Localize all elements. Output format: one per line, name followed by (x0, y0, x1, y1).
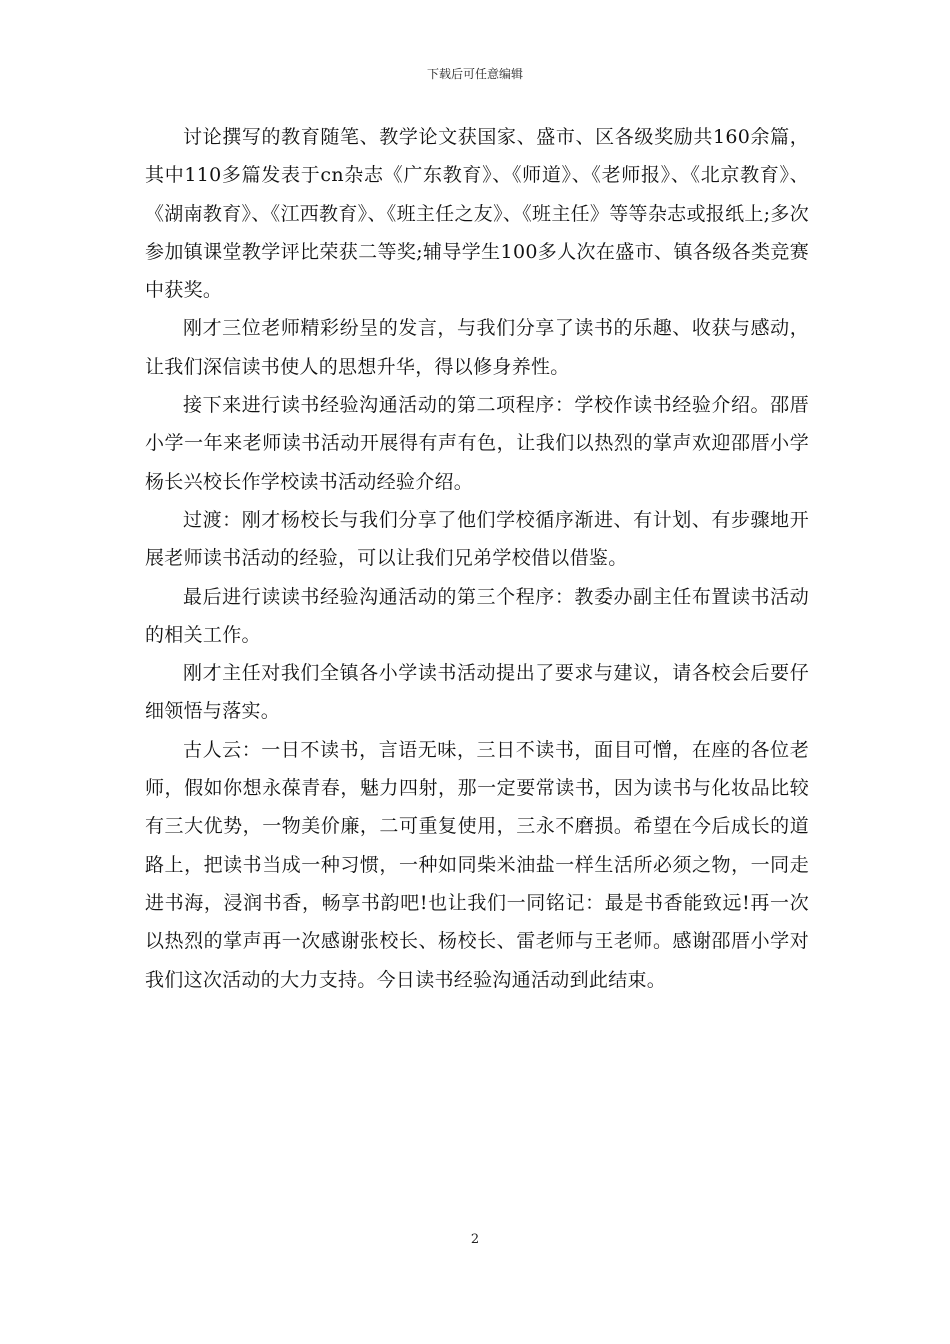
paragraph-third-program: 最后进行读读书经验沟通活动的第三个程序：教委办副主任布置读书活动的相关工作。 (145, 585, 809, 646)
page-number: 2 (470, 1232, 480, 1247)
paragraph-director-requirements: 刚才主任对我们全镇各小学读书活动提出了要求与建议，请各校会后要仔细领悟与落实。 (145, 662, 809, 723)
paragraph-teacher-speeches: 刚才三位老师精彩纷呈的发言，与我们分享了读书的乐趣、收获与感动，让我们深信读书使人的思想升华，得以修身养性。 (145, 317, 809, 378)
paragraph-closing: 古人云：一日不读书，言语无味，三日不读书，面目可憎，在座的各位老师，假如你想永葆青春，魅力四射，那一定要常读书，因为读书与化妆品比较有三大优势，一物美价廉，二可重复使用，三永不磨损。希望在今后成长的道路上，把读书当成一种习惯，一种如同柴米油盐一样生活所必须之物，一同走进书海，浸润书香，畅享书韵吧!也让我们一同铭记：最是书香能致远!再一次以热烈的掌声再一次感谢张校长、杨校长、雷老师与王老师。感谢邵厝小学对我们这次活动的大力支持。今日读书经验沟通活动到此结束。 (145, 738, 809, 991)
paragraph-transition: 过渡：刚才杨校长与我们分享了他们学校循序渐进、有计划、有步骤地开展老师读书活动的经验，可以让我们兄弟学校借以借鉴。 (145, 508, 809, 570)
document-body (145, 118, 809, 999)
paragraph-second-program: 接下来进行读书经验沟通活动的第二项程序：学校作读书经验介绍。邵厝小学一年来老师读书活动开展得有声有色，让我们以热烈的掌声欢迎邵厝小学杨长兴校长作学校读书活动经验介绍。 (145, 394, 809, 493)
page-header: 下载后可任意编辑 (426, 67, 523, 81)
paragraph-awards: 讨论撰写的教育随笔、教学论文获国家、盛市、区各级奖励共160余篇，其中110多篇发表于cn杂志《广东教育》、《师道》、《老师报》、《北京教育》、《湖南教育》、《江西教育》、《班主任之友》、《班主任》等等杂志或报纸上;多次参加镇课堂教学评比荣获二等奖;辅导学生100多人次在盛市、镇各级各类竞赛中获奖。 (145, 126, 809, 302)
